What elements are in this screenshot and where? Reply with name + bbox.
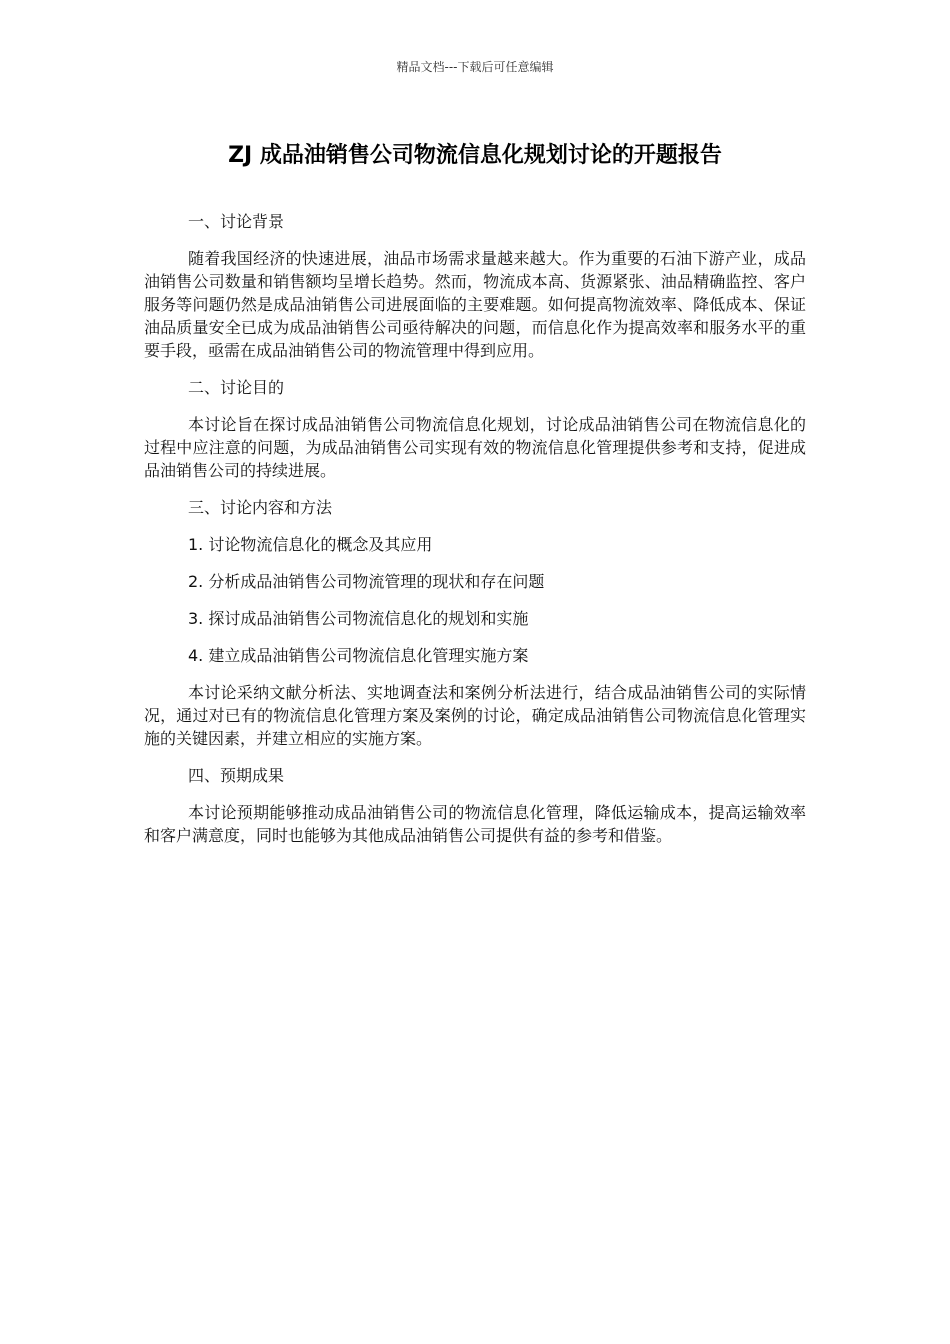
list-item: 4. 建立成品油销售公司物流信息化管理实施方案 [188, 646, 529, 665]
paragraph-background: 随着我国经济的快速进展，油品市场需求量越来越大。作为重要的石油下游产业，成品油销售公司数量和销售额均呈增长趋势。然而，物流成本高、货源紧张、油品精确监控、客户服务等问题仍然是成品油销售公司进展面临的主要难题。如何提高物流效率、降低成本、保证油品质量安全已成为成品油销售公司亟待解决的问题，而信息化作为提高效率和服务水平的重要手段，亟需在成品油销售公司的物流管理中得到应用。 [144, 249, 806, 360]
list-item: 2. 分析成品油销售公司物流管理的现状和存在问题 [188, 572, 545, 591]
document-title: ZJ 成品油销售公司物流信息化规划讨论的开题报告 [228, 143, 722, 168]
section-heading-purpose: 二、讨论目的 [188, 378, 285, 397]
section-heading-background: 一、讨论背景 [188, 212, 285, 231]
document-body [144, 210, 806, 861]
page-header-note: 精品文档---下载后可任意编辑 [396, 60, 554, 74]
section-heading-methods: 三、讨论内容和方法 [188, 498, 333, 517]
section-heading-outcomes: 四、预期成果 [188, 766, 285, 785]
paragraph-purpose: 本讨论旨在探讨成品油销售公司物流信息化规划，讨论成品油销售公司在物流信息化的过程中应注意的问题，为成品油销售公司实现有效的物流信息化管理提供参考和支持，促进成品油销售公司的持续进展。 [144, 415, 806, 480]
paragraph-methods: 本讨论采纳文献分析法、实地调查法和案例分析法进行，结合成品油销售公司的实际情况，通过对已有的物流信息化管理方案及案例的讨论，确定成品油销售公司物流信息化管理实施的关键因素，并建立相应的实施方案。 [144, 683, 806, 748]
list-item: 1. 讨论物流信息化的概念及其应用 [188, 535, 433, 554]
paragraph-outcomes: 本讨论预期能够推动成品油销售公司的物流信息化管理，降低运输成本，提高运输效率和客户满意度，同时也能够为其他成品油销售公司提供有益的参考和借鉴。 [144, 803, 806, 845]
list-item: 3. 探讨成品油销售公司物流信息化的规划和实施 [188, 609, 529, 628]
